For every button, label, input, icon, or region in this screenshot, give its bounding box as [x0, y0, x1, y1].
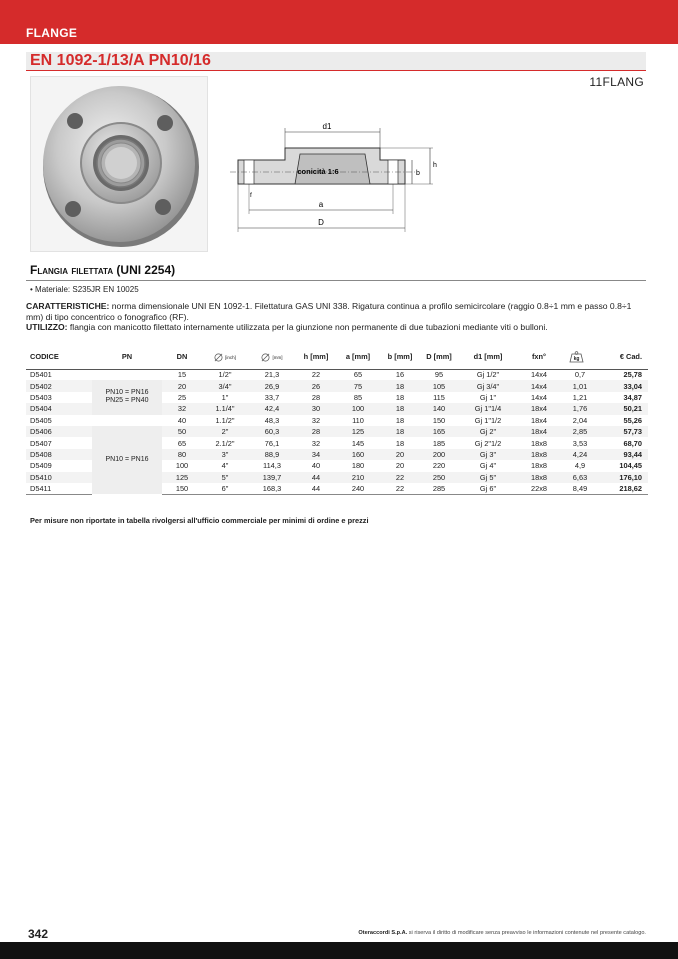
material-line: • Materiale: S235JR EN 10025 [30, 285, 139, 294]
cell-mm: 60,3 [248, 426, 296, 437]
cell-price: 57,73 [600, 426, 648, 437]
price-table [26, 345, 648, 495]
cell-b: 18 [380, 380, 420, 391]
dim-d1: d1 [322, 122, 332, 131]
col-fxn: fxn° [518, 345, 560, 369]
col-d1: d1 [mm] [458, 345, 518, 369]
cell-a: 145 [351, 438, 365, 448]
col-codice: CODICE [26, 345, 92, 369]
cell-a: 65 [353, 370, 363, 380]
cell-h: 44 [296, 472, 336, 483]
mm-unit: [mm] [272, 354, 283, 360]
cell-h: 28 [296, 426, 336, 437]
cell-h: 30 [296, 403, 336, 414]
dim-a: a [318, 200, 324, 209]
usage-text: flangia con manicotto filettato internamente utilizzata per la giunzione non permanente di due tubazioni mediante viti o bulloni. [67, 322, 548, 332]
cell-codice: D5411 [26, 483, 92, 494]
usage-label: UTILIZZO: [26, 322, 68, 332]
cell-kg: 2,04 [572, 415, 588, 425]
cell-a: 100 [336, 403, 380, 414]
cell-dn: 80 [162, 449, 202, 460]
cell-fxn: 18x4 [530, 415, 548, 425]
cell-d1: Gj 4" [479, 461, 497, 471]
cell-inch: 1/2" [218, 370, 232, 380]
cell-b: 22 [380, 472, 420, 483]
cell-D: 250 [420, 472, 458, 483]
dim-f: f [250, 192, 252, 199]
cell-D: 200 [420, 449, 458, 460]
cell-kg: 8,49 [560, 483, 600, 494]
cell-D: 150 [432, 415, 446, 425]
cell-codice: D5407 [30, 438, 52, 448]
cell-inch: 6" [202, 483, 248, 494]
description [26, 301, 648, 333]
product-subtitle: Flangia filettata (UNI 2254) [30, 263, 176, 277]
cell-D: 165 [420, 426, 458, 437]
cell-inch: 5" [202, 472, 248, 483]
col-dn: DN [162, 345, 202, 369]
cell-fxn: 14x4 [530, 370, 548, 380]
col-h: h [mm] [296, 345, 336, 369]
dim-D: D [318, 218, 324, 227]
cell-d1: Gj 2"1/2 [474, 438, 502, 448]
cell-a: 160 [336, 449, 380, 460]
cell-kg: 2,85 [560, 426, 600, 437]
table-header-row [26, 345, 648, 369]
cell-a: 210 [336, 472, 380, 483]
cell-inch: 3/4" [202, 380, 248, 391]
col-price: € Cad. [600, 345, 648, 369]
cell-d1: Gj 1"1/4 [458, 403, 518, 414]
cell-kg: 1,01 [560, 380, 600, 391]
pn-group-cell: PN10 = PN16 [92, 426, 162, 494]
cell-codice: D5408 [26, 449, 92, 460]
cell-dn: 25 [177, 392, 187, 402]
cell-mm: 26,9 [248, 380, 296, 391]
cell-D: 115 [433, 392, 445, 402]
cell-b: 18 [395, 415, 405, 425]
cell-mm: 114,3 [263, 461, 281, 471]
cell-inch: 2.1/2" [215, 438, 235, 448]
cell-price: 93,44 [600, 449, 648, 460]
cell-d1: Gj 6" [458, 483, 518, 494]
cell-price: 104,45 [619, 461, 642, 471]
taper-label: conicità 1:6 [297, 167, 339, 176]
divider [26, 280, 646, 281]
cell-codice: D5405 [30, 415, 52, 425]
cell-codice: D5410 [26, 472, 92, 483]
footer-company: Oteraccordi S.p.A. [358, 930, 408, 936]
cell-D: 140 [420, 403, 458, 414]
cell-d1: Gj 1"1/2 [474, 415, 502, 425]
bottom-bar [0, 942, 678, 959]
diameter-icon [214, 353, 223, 362]
cell-mm: 42,4 [248, 403, 296, 414]
cell-fxn: 18x4 [518, 403, 560, 414]
cell-mm: 139,7 [248, 472, 296, 483]
flange-photo-image [31, 77, 209, 253]
cell-dn: 50 [162, 426, 202, 437]
cell-inch: 2" [202, 426, 248, 437]
cell-D: 105 [420, 380, 458, 391]
cell-d1: Gj 1" [479, 392, 497, 402]
cell-D: 95 [434, 370, 444, 380]
cell-kg: 3,53 [572, 438, 588, 448]
cell-h: 44 [296, 483, 336, 494]
cell-mm: 168,3 [248, 483, 296, 494]
top-banner [0, 0, 678, 44]
cell-b: 18 [395, 438, 405, 448]
cell-d1: Gj 3/4" [458, 380, 518, 391]
cell-codice: D5404 [26, 403, 92, 414]
pn-group-cell: PN10 = PN16 PN25 = PN40 [92, 380, 162, 414]
cell-d1: Gj 5" [458, 472, 518, 483]
cell-fxn: 18x8 [518, 449, 560, 460]
cell-fxn: 18x8 [530, 461, 548, 471]
cell-fxn: 18x8 [530, 438, 548, 448]
col-inch [202, 345, 248, 369]
cell-inch: 3" [202, 449, 248, 460]
inch-unit: [inch] [225, 354, 236, 360]
cell-dn: 150 [162, 483, 202, 494]
cell-codice: D5406 [26, 426, 92, 437]
cell-kg: 4,24 [560, 449, 600, 460]
cell-dn: 125 [162, 472, 202, 483]
cell-b: 16 [395, 370, 405, 380]
cell-price: 176,10 [600, 472, 648, 483]
cell-inch: 1.1/4" [202, 403, 248, 414]
cell-mm: 21,3 [264, 370, 280, 380]
col-kg [560, 345, 600, 369]
cell-dn: 100 [175, 461, 189, 471]
col-pn: PN [92, 345, 162, 369]
kg-label: kg [573, 355, 580, 362]
catalog-code: 11FLANG [589, 75, 644, 89]
cell-price: 218,62 [600, 483, 648, 494]
cell-fxn: 22x8 [518, 483, 560, 494]
cell-price: 25,78 [623, 370, 642, 380]
col-b: b [mm] [380, 345, 420, 369]
cell-d1: Gj 1/2" [476, 370, 500, 380]
cell-price: 50,21 [600, 403, 648, 414]
footer-text: si riserva il diritto di modificare senza preavviso le informazioni contenute nel presente catalogo. [407, 930, 646, 936]
table-row [26, 426, 648, 437]
pn-empty-cell [92, 415, 162, 426]
cell-inch: 4" [221, 461, 229, 471]
cell-fxn: 14x4 [530, 392, 548, 402]
col-D: D [mm] [420, 345, 458, 369]
cell-dn: 65 [177, 438, 187, 448]
cell-inch: 1.1/2" [215, 415, 235, 425]
cell-codice: D5402 [26, 380, 92, 391]
cell-dn: 40 [177, 415, 187, 425]
page-number: 342 [28, 927, 49, 941]
title-bar [26, 52, 646, 71]
section-title: FLANGE [26, 26, 78, 40]
diameter-icon [261, 353, 270, 362]
cell-codice: D5401 [30, 370, 52, 380]
cell-price: 68,70 [623, 438, 642, 448]
cell-dn: 20 [162, 380, 202, 391]
cell-h: 32 [311, 415, 321, 425]
cell-kg: 1,76 [560, 403, 600, 414]
cell-h: 26 [296, 380, 336, 391]
cell-mm: 88,9 [248, 449, 296, 460]
dim-h: h [433, 162, 437, 169]
cell-mm: 33,7 [264, 392, 280, 402]
cell-fxn: 18x4 [518, 426, 560, 437]
cell-a: 85 [353, 392, 363, 402]
table-row [26, 369, 648, 380]
cell-kg: 0,7 [574, 370, 586, 380]
cell-h: 32 [311, 438, 321, 448]
cell-a: 240 [336, 483, 380, 494]
cell-price: 55,26 [623, 415, 642, 425]
cell-price: 34,87 [623, 392, 642, 402]
cell-inch: 1" [221, 392, 229, 402]
product-photo [30, 76, 208, 252]
table-note: Per misure non riportate in tabella rivolgersi all'ufficio commerciale per minimi di ordine e prezzi [30, 516, 369, 525]
cell-price: 33,04 [600, 380, 648, 391]
cell-b: 20 [395, 461, 405, 471]
characteristics-text: norma dimensionale UNI EN 1092-1. Filettatura GAS UNI 338. Rigatura continua a profilo semicircolare (raggio 0.8÷1 mm e passo 0.8÷1 mm) di tipo concentrico o fonografico (RF). [26, 301, 632, 322]
cell-kg: 4,9 [574, 461, 586, 471]
cell-b: 20 [380, 449, 420, 460]
cell-d1: Gj 2" [458, 426, 518, 437]
cell-mm: 48,3 [264, 415, 280, 425]
technical-drawing [230, 110, 445, 240]
cell-d1: Gj 3" [458, 449, 518, 460]
cell-h: 34 [296, 449, 336, 460]
dim-b: b [416, 170, 420, 177]
cell-h: 40 [311, 461, 321, 471]
table-row [26, 380, 648, 391]
cell-a: 180 [351, 461, 365, 471]
pn-empty-cell [92, 369, 162, 380]
cell-mm: 76,1 [264, 438, 280, 448]
cell-b: 18 [395, 392, 405, 402]
cell-D: 285 [420, 483, 458, 494]
cell-h: 28 [311, 392, 321, 402]
cell-b: 18 [380, 403, 420, 414]
cell-b: 18 [380, 426, 420, 437]
col-mm [248, 345, 296, 369]
characteristics-label: CARATTERISTICHE: [26, 301, 110, 311]
page-title: EN 1092-1/13/A PN10/16 [30, 52, 211, 69]
cell-fxn: 18x8 [518, 472, 560, 483]
cell-D: 185 [432, 438, 446, 448]
cell-a: 75 [336, 380, 380, 391]
cell-a: 110 [352, 415, 364, 425]
cell-dn: 32 [162, 403, 202, 414]
cell-codice: D5409 [30, 461, 52, 471]
table-row [26, 415, 648, 426]
footer-disclaimer [358, 930, 646, 936]
cell-a: 125 [336, 426, 380, 437]
cell-codice: D5403 [30, 392, 52, 402]
cell-b: 22 [380, 483, 420, 494]
cell-fxn: 14x4 [518, 380, 560, 391]
cell-kg: 6,63 [560, 472, 600, 483]
cell-D: 220 [432, 461, 446, 471]
cell-h: 22 [311, 370, 321, 380]
cell-dn: 15 [177, 370, 187, 380]
col-a: a [mm] [336, 345, 380, 369]
cell-kg: 1,21 [572, 392, 588, 402]
